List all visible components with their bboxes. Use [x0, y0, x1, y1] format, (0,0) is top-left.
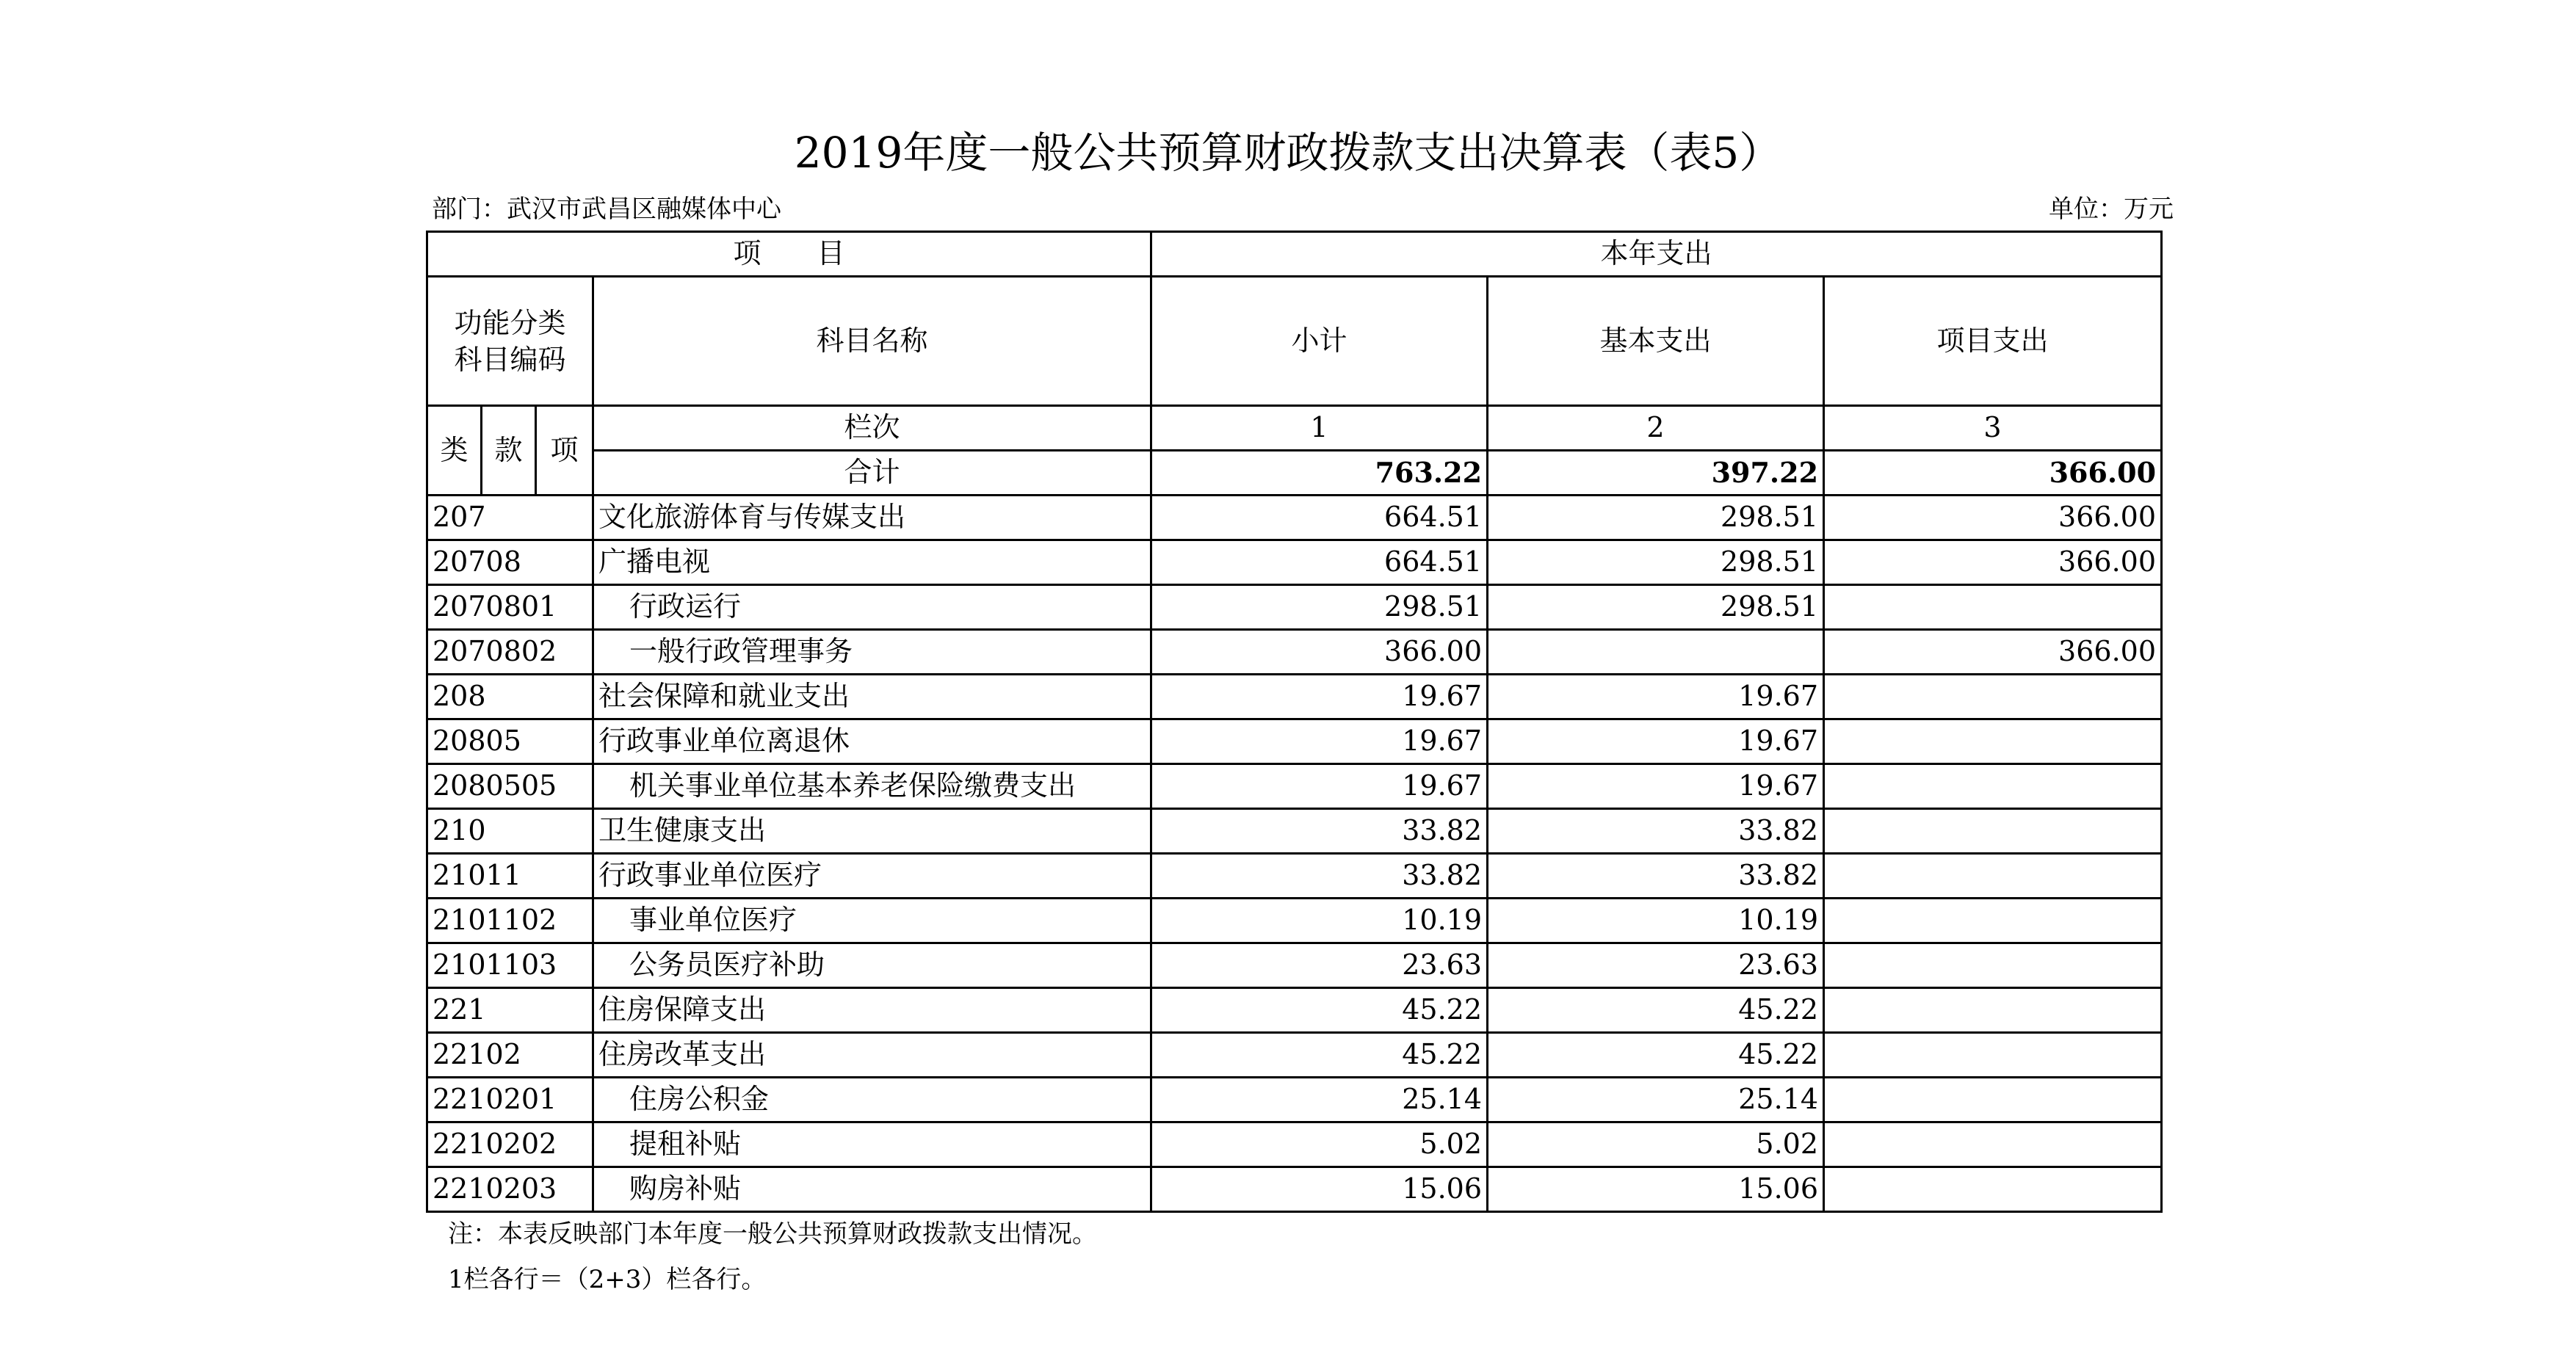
row-name: 公务员医疗补助 — [593, 943, 1151, 988]
row-code: 20708 — [427, 540, 593, 585]
row-code: 210 — [427, 809, 593, 854]
row-subtotal: 23.63 — [1151, 943, 1488, 988]
row-basic: 45.22 — [1488, 1033, 1824, 1078]
row-basic: 19.67 — [1488, 764, 1824, 809]
table-row — [427, 1033, 2162, 1078]
row-subtotal: 19.67 — [1151, 675, 1488, 719]
row-project — [1824, 675, 2162, 719]
table-row — [427, 809, 2162, 854]
row-name: 行政运行 — [593, 585, 1151, 630]
header-row-middle — [427, 277, 2162, 406]
row-subtotal: 45.22 — [1151, 988, 1488, 1033]
budget-table — [426, 231, 2163, 1213]
row-subtotal: 33.82 — [1151, 809, 1488, 854]
subtotal-header: 小计 — [1151, 277, 1488, 406]
lei-header: 类 — [427, 406, 482, 496]
table-row — [427, 540, 2162, 585]
total-label: 合计 — [593, 451, 1151, 496]
row-basic: 45.22 — [1488, 988, 1824, 1033]
row-basic — [1488, 630, 1824, 675]
row-basic: 33.82 — [1488, 854, 1824, 899]
table-row — [427, 899, 2162, 943]
row-basic: 15.06 — [1488, 1167, 1824, 1212]
row-project — [1824, 1167, 2162, 1212]
row-name: 行政事业单位离退休 — [593, 719, 1151, 764]
row-name: 住房保障支出 — [593, 988, 1151, 1033]
row-project: 366.00 — [1824, 630, 2162, 675]
row-name: 机关事业单位基本养老保险缴费支出 — [593, 764, 1151, 809]
row-code: 21011 — [427, 854, 593, 899]
row-basic: 5.02 — [1488, 1122, 1824, 1167]
row-name: 文化旅游体育与传媒支出 — [593, 496, 1151, 540]
table-row — [427, 675, 2162, 719]
kuan-header: 款 — [482, 406, 536, 496]
row-project — [1824, 764, 2162, 809]
table-row — [427, 496, 2162, 540]
row-project — [1824, 854, 2162, 899]
row-name: 一般行政管理事务 — [593, 630, 1151, 675]
row-code: 20805 — [427, 719, 593, 764]
row-code: 2070802 — [427, 630, 593, 675]
subject-name-header: 科目名称 — [593, 277, 1151, 406]
table-row — [427, 719, 2162, 764]
row-basic: 298.51 — [1488, 496, 1824, 540]
item-header: 项 目 — [427, 232, 1151, 277]
row-name: 行政事业单位医疗 — [593, 854, 1151, 899]
row-project — [1824, 899, 2162, 943]
page-title: 2019年度一般公共预算财政拨款支出决算表（表5） — [794, 128, 1782, 178]
header-row-top — [427, 232, 2162, 277]
row-subtotal: 298.51 — [1151, 585, 1488, 630]
row-subtotal: 25.14 — [1151, 1078, 1488, 1122]
column-3-number: 3 — [1824, 406, 2162, 451]
table-row — [427, 988, 2162, 1033]
row-project — [1824, 1033, 2162, 1078]
table-row — [427, 943, 2162, 988]
row-basic: 10.19 — [1488, 899, 1824, 943]
table-row — [427, 1122, 2162, 1167]
row-code: 207 — [427, 496, 593, 540]
row-project — [1824, 1078, 2162, 1122]
table-row — [427, 585, 2162, 630]
row-subtotal: 19.67 — [1151, 719, 1488, 764]
row-name: 事业单位医疗 — [593, 899, 1151, 943]
row-code: 2210203 — [427, 1167, 593, 1212]
column-order-label: 栏次 — [593, 406, 1151, 451]
total-subtotal: 763.22 — [1151, 451, 1488, 496]
table-row — [427, 854, 2162, 899]
this-year-header: 本年支出 — [1151, 232, 2162, 277]
row-code: 208 — [427, 675, 593, 719]
unit-label: 单位：万元 — [2049, 195, 2174, 224]
row-subtotal: 15.06 — [1151, 1167, 1488, 1212]
row-name: 住房改革支出 — [593, 1033, 1151, 1078]
row-project — [1824, 943, 2162, 988]
row-code: 22102 — [427, 1033, 593, 1078]
row-basic: 298.51 — [1488, 540, 1824, 585]
row-basic: 23.63 — [1488, 943, 1824, 988]
row-subtotal: 33.82 — [1151, 854, 1488, 899]
row-subtotal: 19.67 — [1151, 764, 1488, 809]
row-code: 2101103 — [427, 943, 593, 988]
row-subtotal: 366.00 — [1151, 630, 1488, 675]
row-subtotal: 5.02 — [1151, 1122, 1488, 1167]
table-row — [427, 1078, 2162, 1122]
row-code: 2210202 — [427, 1122, 593, 1167]
row-subtotal: 664.51 — [1151, 540, 1488, 585]
row-code: 2070801 — [427, 585, 593, 630]
row-basic: 33.82 — [1488, 809, 1824, 854]
row-subtotal: 10.19 — [1151, 899, 1488, 943]
row-project: 366.00 — [1824, 540, 2162, 585]
column-order-row — [427, 406, 2162, 451]
row-project — [1824, 585, 2162, 630]
column-2-number: 2 — [1488, 406, 1824, 451]
row-subtotal: 664.51 — [1151, 496, 1488, 540]
row-basic: 298.51 — [1488, 585, 1824, 630]
table-row — [427, 630, 2162, 675]
row-code: 2101102 — [427, 899, 593, 943]
row-code: 221 — [427, 988, 593, 1033]
row-code: 2080505 — [427, 764, 593, 809]
row-name: 卫生健康支出 — [593, 809, 1151, 854]
column-1-number: 1 — [1151, 406, 1488, 451]
row-name: 提租补贴 — [593, 1122, 1151, 1167]
row-project — [1824, 719, 2162, 764]
project-header: 项目支出 — [1824, 277, 2162, 406]
row-name: 住房公积金 — [593, 1078, 1151, 1122]
row-code: 2210201 — [427, 1078, 593, 1122]
table-row — [427, 764, 2162, 809]
row-project — [1824, 988, 2162, 1033]
xiang-header: 项 — [536, 406, 593, 496]
row-basic: 19.67 — [1488, 675, 1824, 719]
footnote-line-2: 1栏各行＝（2+3）栏各行。 — [448, 1265, 767, 1294]
row-name: 购房补贴 — [593, 1167, 1151, 1212]
row-subtotal: 45.22 — [1151, 1033, 1488, 1078]
department-label: 部门：武汉市武昌区融媒体中心 — [432, 195, 781, 224]
total-row — [427, 451, 2162, 496]
table-row — [427, 1167, 2162, 1212]
total-project: 366.00 — [1824, 451, 2162, 496]
row-name: 广播电视 — [593, 540, 1151, 585]
row-project — [1824, 809, 2162, 854]
basic-header: 基本支出 — [1488, 277, 1824, 406]
row-project — [1824, 1122, 2162, 1167]
code-group-header: 功能分类科目编码 — [427, 277, 593, 406]
footnote-line-1: 注：本表反映部门本年度一般公共预算财政拨款支出情况。 — [448, 1219, 1097, 1249]
row-project: 366.00 — [1824, 496, 2162, 540]
row-basic: 19.67 — [1488, 719, 1824, 764]
row-name: 社会保障和就业支出 — [593, 675, 1151, 719]
row-basic: 25.14 — [1488, 1078, 1824, 1122]
total-basic: 397.22 — [1488, 451, 1824, 496]
